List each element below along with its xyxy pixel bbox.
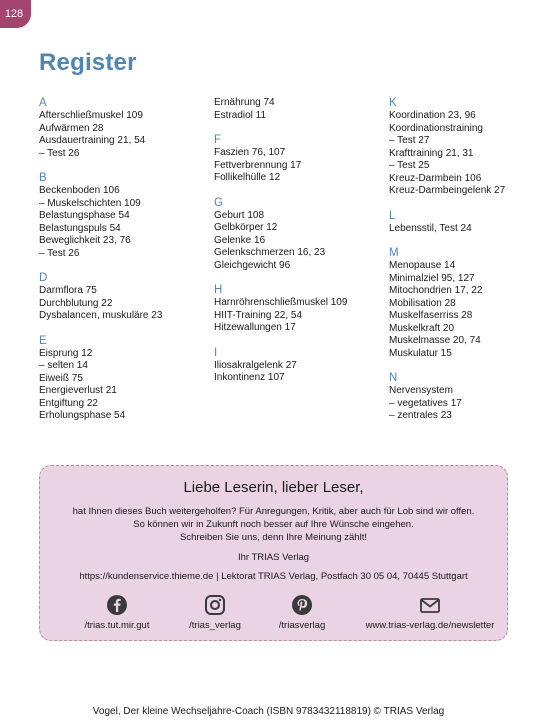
index-letter: H: [214, 284, 223, 296]
index-letter: A: [39, 97, 47, 109]
social-pinterest[interactable]: [242, 594, 362, 631]
newsletter-link[interactable]: www.trias-verlag.de/newsletter: [365, 620, 495, 631]
index-entry: Krafttraining 21, 31: [389, 147, 474, 159]
page-footer: Vogel, Der kleine Wechseljahre-Coach (ISBN 9783432118819) © TRIAS Verlag: [92, 706, 445, 717]
index-section: [389, 372, 537, 423]
index-entry: Gleichgewicht 96: [214, 259, 291, 271]
feedback-heading: Liebe Leserin, lieber Leser,: [183, 479, 364, 496]
index-entry: Belastungsphase 54: [39, 210, 130, 221]
index-entry: Aufwärmen 28: [39, 122, 104, 134]
index-columns: [0, 97, 537, 437]
index-entry: Darmflora 75: [39, 285, 97, 296]
index-section: [214, 97, 379, 122]
index-entry: Gelenkschmerzen 16, 23: [214, 247, 326, 258]
index-section: [389, 97, 537, 198]
index-section: [389, 210, 537, 236]
index-section: [214, 284, 379, 335]
index-entry: Estradiol 11: [214, 109, 267, 121]
index-entry: Dysbalancen, muskuläre 23: [39, 310, 163, 321]
page-title: Register: [39, 49, 137, 76]
index-entry: – vegetatives 17: [389, 397, 462, 409]
index-entry: Nervensystem: [389, 385, 453, 396]
index-letter: K: [389, 97, 397, 109]
index-section: [214, 197, 379, 273]
index-entry: Harnröhrenschließmuskel 109: [214, 297, 348, 308]
index-entry: Follikelhülle 12: [214, 172, 281, 183]
mail-icon: [419, 594, 441, 616]
index-entry: Mobilisation 28: [389, 297, 456, 309]
index-section: [214, 134, 379, 185]
instagram-icon: [204, 594, 226, 616]
index-entry: – Muskelschichten 109: [39, 197, 141, 209]
publisher-signature: Ihr TRIAS Verlag: [237, 552, 310, 563]
index-column-3: [389, 97, 537, 435]
index-entry: Kreuz-Darmbein 106: [389, 172, 482, 184]
index-entry: Iliosakralgelenk 27: [214, 359, 297, 371]
contact-line: https://kundenservice.thieme.de | Lektorat TRIAS Verlag, Postfach 30 05 04, 70445 Stuttgart: [79, 571, 468, 582]
index-entry: Afterschließmuskel 109: [39, 110, 143, 121]
index-letter: L: [389, 209, 396, 222]
index-letter: B: [39, 172, 47, 184]
index-entry: Beckenboden 106: [39, 185, 120, 196]
index-entry: Gelbkörper 12: [214, 222, 278, 233]
index-entry: Koordinationstraining: [389, 122, 483, 134]
index-entry: Kreuz-Darmbeingelenk 27: [389, 185, 506, 196]
index-entry: – zentrales 23: [389, 410, 452, 421]
index-section: [39, 172, 204, 260]
index-entry: Ernährung 74: [214, 97, 275, 108]
index-section: [39, 272, 204, 323]
facebook-link[interactable]: /trias.tut.mir.gut: [84, 620, 150, 631]
index-entry: Erholungsphase 54: [39, 410, 126, 421]
index-entry: Eiweiß 75: [39, 372, 83, 384]
index-letter: N: [389, 372, 398, 384]
index-entry: – Test 27: [389, 135, 430, 146]
index-entry: Energieverlust 21: [39, 385, 117, 396]
index-section: [214, 347, 379, 385]
index-letter: E: [39, 334, 47, 347]
index-entry: Muskulatur 15: [389, 347, 452, 359]
index-column-2: [214, 97, 379, 397]
index-entry: Beweglichkeit 23, 76: [39, 235, 131, 246]
index-letter: F: [214, 134, 222, 146]
reader-feedback-box: [39, 465, 508, 641]
index-entry: Muskelmasse 20, 74: [389, 335, 481, 346]
pinterest-link[interactable]: /triasverlag: [278, 620, 326, 631]
index-section: [389, 247, 537, 360]
index-entry: – Test 26: [39, 147, 80, 159]
feedback-line: So können wir in Zukunft noch besser auf Ihre Wünsche eingehen.: [133, 519, 414, 530]
index-section: [39, 335, 204, 423]
index-entry: Inkontinenz 107: [214, 372, 285, 383]
feedback-line: Schreiben Sie uns, denn Ihre Meinung zählt!: [180, 532, 367, 543]
facebook-icon: [106, 594, 128, 616]
index-entry: Belastungspuls 54: [39, 222, 121, 234]
instagram-link[interactable]: /trias_verlag: [189, 620, 241, 631]
index-entry: Fettverbrennung 17: [214, 159, 302, 171]
index-entry: Geburt 108: [214, 209, 265, 221]
index-entry: Durchblutung 22: [39, 297, 113, 309]
index-entry: Koordination 23, 96: [389, 110, 476, 121]
index-column-1: [39, 97, 204, 435]
index-entry: – selten 14: [39, 360, 88, 371]
pinterest-icon: [291, 594, 313, 616]
index-entry: Lebensstil, Test 24: [389, 222, 472, 234]
page-number-badge: 128: [0, 0, 31, 28]
index-entry: Mitochondrien 17, 22: [389, 285, 483, 296]
index-entry: Muskelfaserriss 28: [389, 310, 473, 321]
index-entry: Entgiftung 22: [39, 397, 98, 409]
social-newsletter[interactable]: [360, 594, 500, 631]
index-entry: Muskelkraft 20: [389, 322, 455, 334]
index-entry: Eisprung 12: [39, 347, 93, 359]
index-entry: – Test 25: [389, 160, 430, 171]
index-letter: D: [39, 272, 48, 284]
index-entry: Hitzewallungen 17: [214, 322, 296, 333]
feedback-body: [40, 505, 507, 544]
index-entry: Minimalziel 95, 127: [389, 272, 475, 284]
index-entry: Menopause 14: [389, 260, 456, 271]
index-entry: HIIT-Training 22, 54: [214, 309, 303, 321]
index-entry: – Test 26: [39, 247, 80, 259]
index-section: [39, 97, 204, 160]
index-entry: Faszien 76, 107: [214, 147, 286, 158]
index-letter: G: [214, 196, 223, 209]
index-entry: Ausdauertraining 21, 54: [39, 135, 146, 146]
index-letter: M: [389, 247, 399, 259]
index-entry: Gelenke 16: [214, 234, 266, 246]
feedback-line: hat Ihnen dieses Buch weitergeholfen? Für Anregungen, Kritik, aber auch für Lob sind wir offen.: [72, 506, 475, 517]
index-letter: I: [214, 346, 218, 359]
